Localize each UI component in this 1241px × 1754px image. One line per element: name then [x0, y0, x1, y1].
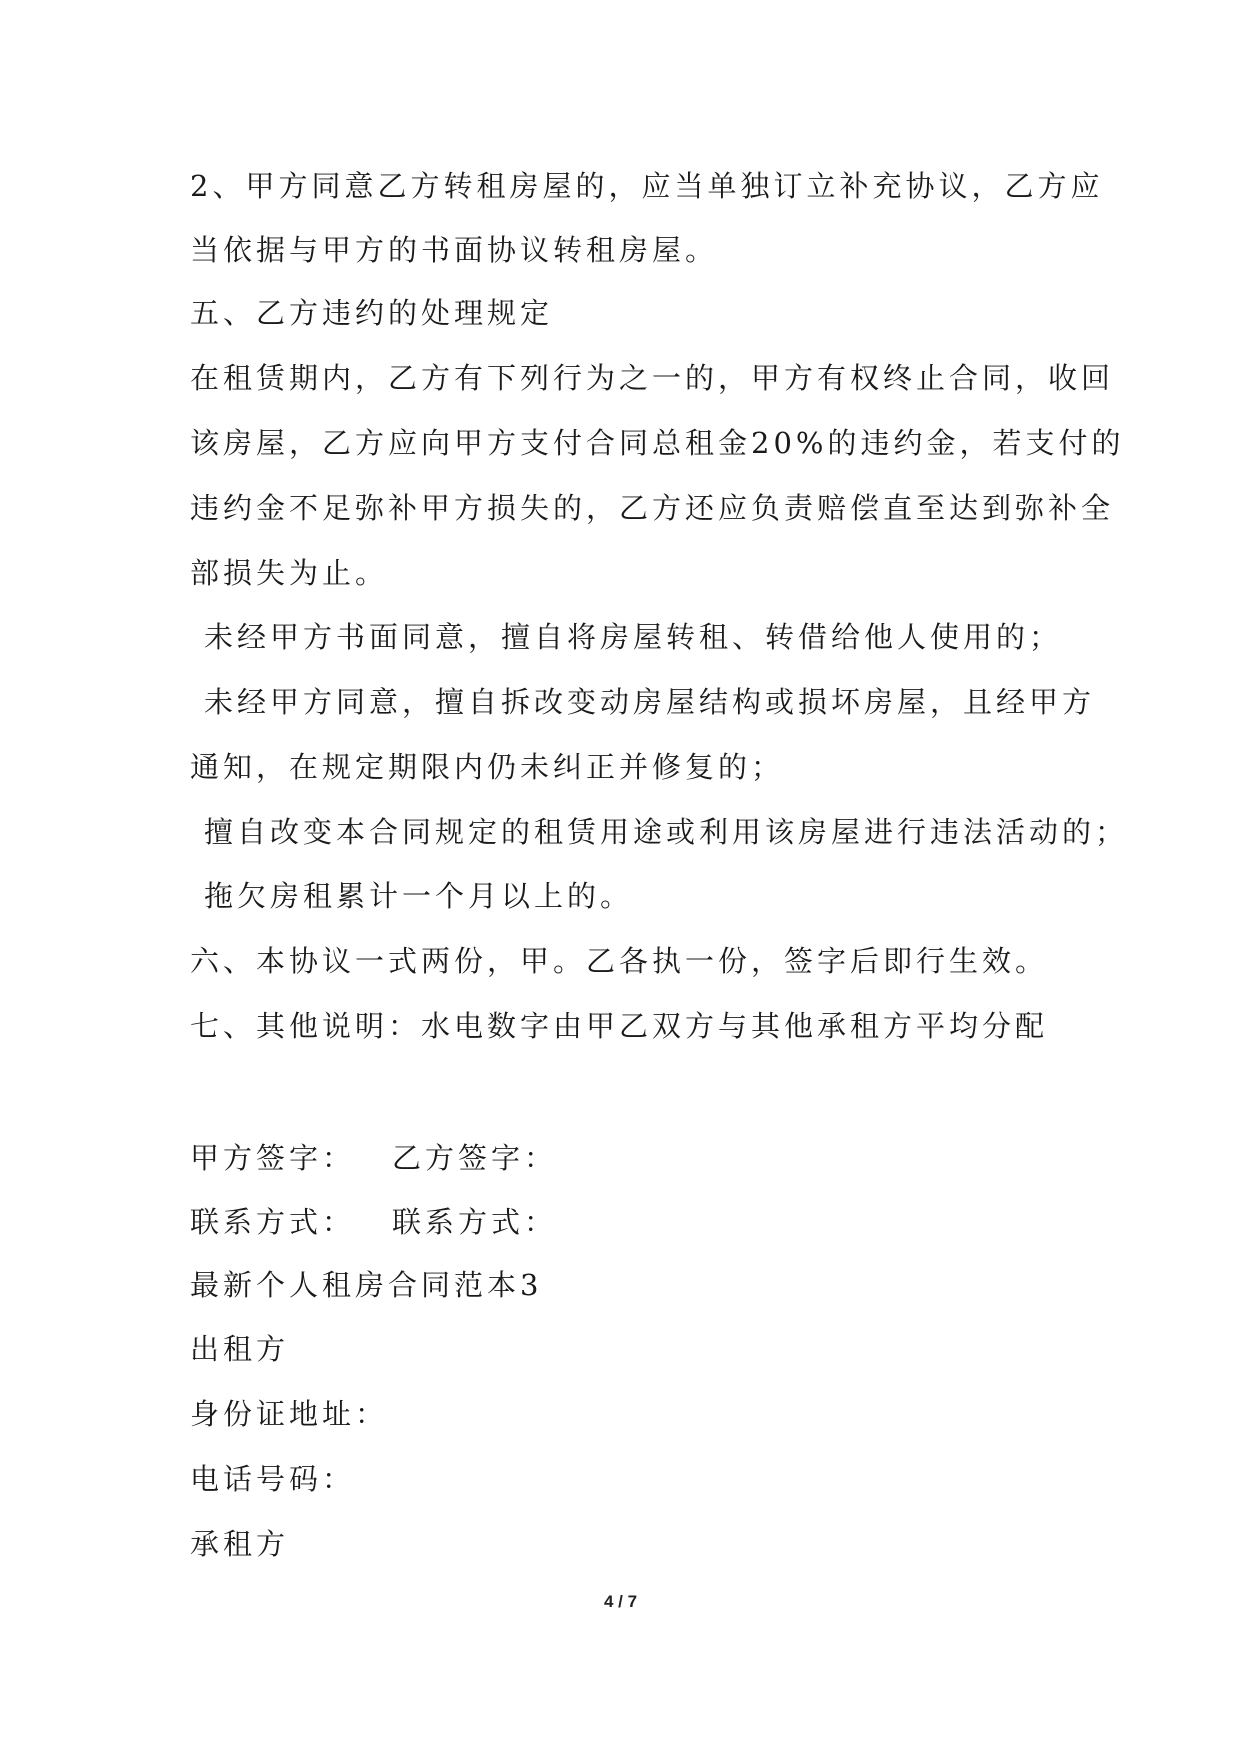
section-7: 七、其他说明：水电数字由甲乙双方与其他承租方平均分配 [190, 1009, 1049, 1043]
section-6: 六、本协议一式两份，甲。乙各执一份，签字后即行生效。 [190, 944, 1049, 978]
violation-item-2-line-2: 通知，在规定期限内仍未纠正并修复的； [190, 750, 785, 784]
section-5-heading: 五、乙方违约的处理规定 [190, 296, 554, 330]
phone-label: 电话号码： [190, 1462, 356, 1496]
clause-2-line-2: 当依据与甲方的书面协议转租房屋。 [190, 233, 719, 267]
section-5-paragraph-line-4: 部损失为止。 [190, 556, 389, 590]
party-a-contact-label: 联系方式： [190, 1205, 356, 1239]
id-address-label: 身份证地址： [190, 1397, 389, 1431]
lessee-label: 承租方 [190, 1527, 290, 1561]
party-b-signature-label: 乙方签字： [392, 1141, 558, 1175]
section-5-paragraph-line-3: 违约金不足弥补甲方损失的，乙方还应负责赔偿直至达到弥补全 [190, 491, 1115, 525]
lessor-label: 出租方 [190, 1332, 290, 1366]
next-contract-title: 最新个人租房合同范本3 [190, 1268, 543, 1302]
party-b-contact-label: 联系方式： [392, 1205, 558, 1239]
violation-item-4: 拖欠房租累计一个月以上的。 [204, 879, 634, 913]
violation-item-2-line-1: 未经甲方同意，擅自拆改变动房屋结构或损坏房屋，且经甲方 [204, 685, 1096, 719]
section-5-paragraph-line-2: 该房屋，乙方应向甲方支付合同总租金20%的违约金，若支付的 [190, 426, 1125, 460]
clause-2-line-1: 2、甲方同意乙方转租房屋的，应当单独订立补充协议，乙方应 [190, 169, 1104, 203]
page-number: 4 / 7 [603, 1592, 638, 1611]
party-a-signature-label: 甲方签字： [190, 1141, 356, 1175]
violation-item-3: 擅自改变本合同规定的租赁用途或利用该房屋进行违法活动的； [204, 815, 1129, 849]
violation-item-1: 未经甲方书面同意，擅自将房屋转租、转借给他人使用的； [204, 620, 1063, 654]
section-5-paragraph-line-1: 在租赁期内，乙方有下列行为之一的，甲方有权终止合同，收回 [190, 361, 1115, 395]
